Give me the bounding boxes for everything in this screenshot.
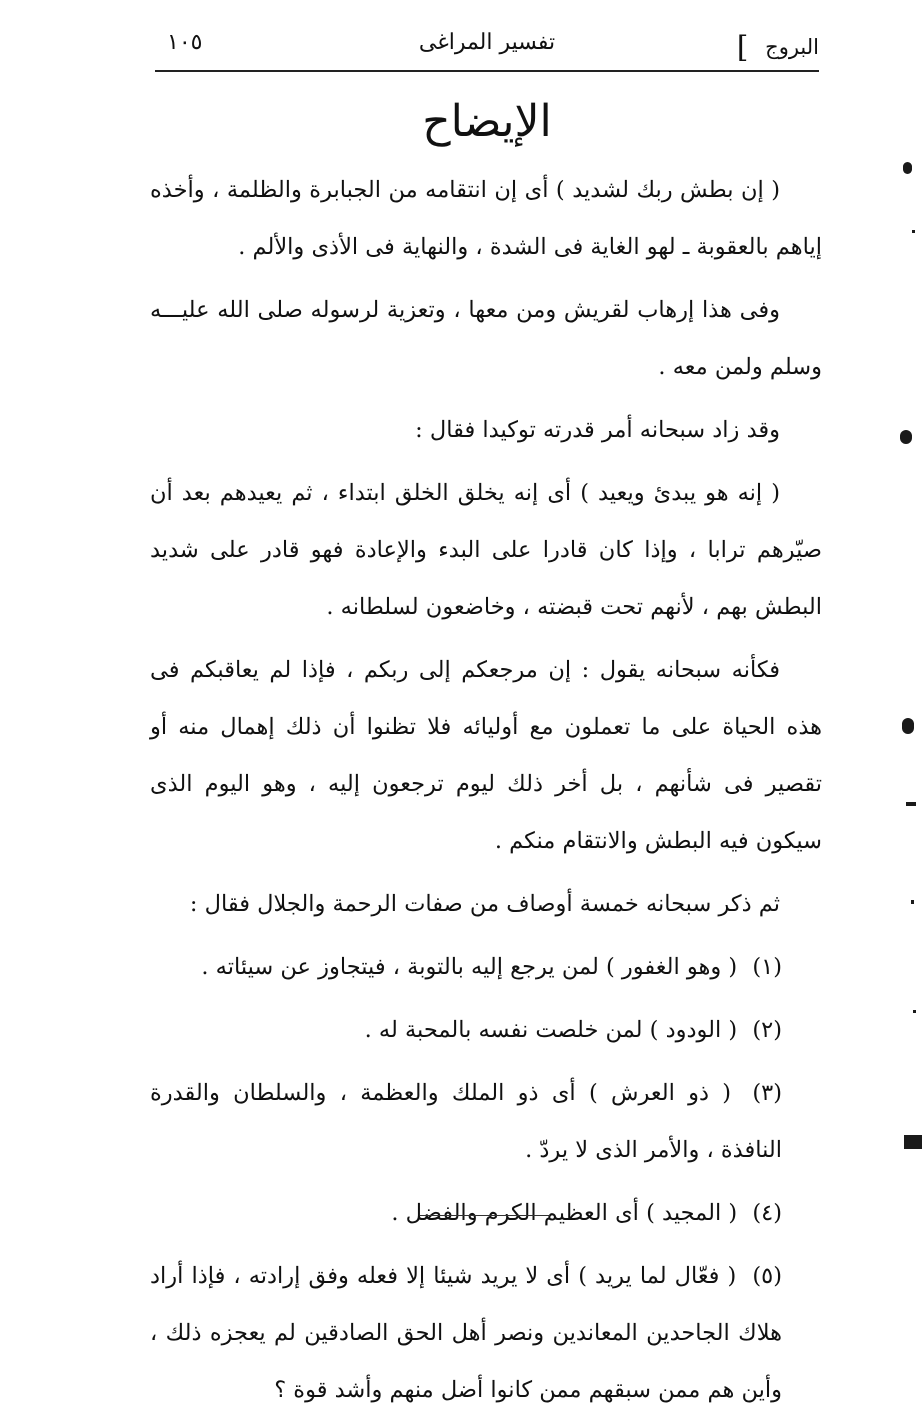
- scan-mark: [903, 162, 912, 174]
- item-number: (١): [752, 954, 782, 980]
- surah-name: [737, 30, 819, 65]
- scan-mark: [911, 900, 914, 904]
- paragraph-2: وفى هذا إرهاب لقريش ومن معها ، وتعزية لرسوله صلى الله عليـــه وسلم ولمن معه .: [150, 297, 822, 380]
- page-number: ١٠٥: [167, 30, 203, 55]
- scan-mark: [904, 1135, 922, 1149]
- attribute-item-4: [150, 1185, 822, 1242]
- end-divider: [420, 1215, 550, 1216]
- item-text: ( الودود ) لمن خلصت نفسه بالمحبة له .: [364, 1017, 738, 1043]
- scan-mark: [902, 718, 914, 734]
- attribute-item-3: [150, 1065, 822, 1179]
- paragraph-5: فكأنه سبحانه يقول : إن مرجعكم إلى ربكم ، فإذا لم يعاقبكم فى هذه الحياة على ما تعملون مع أوليائه فلا تظنوا أن ذلك إهمال منه أو تقصير فى شأنهم ، بل أخر ذلك ليوم ترجعون إليه ، وهو اليوم الذى سيكون فيه البطش والانتقام منكم .: [150, 657, 822, 854]
- scan-mark: [912, 230, 915, 233]
- item-number: (٤): [752, 1200, 782, 1226]
- page-header: [155, 28, 819, 70]
- surah-bracket: ]: [736, 30, 749, 65]
- paragraph-4: ( إنه هو يبدئ ويعيد ) أى إنه يخلق الخلق ابتداء ، ثم يعيدهم بعد أن صيّرهم ترابا ، وإذا كان قادرا على البدء والإعادة فهو قادر على شديد البطش بهم ، لأنهم تحت قبضته ، وخاضعون لسلطانه .: [150, 480, 822, 620]
- attribute-item-2: [150, 1002, 822, 1059]
- scan-mark: [900, 430, 912, 444]
- paragraph-6: ثم ذكر سبحانه خمسة أوصاف من صفات الرحمة والجلال فقال :: [189, 891, 780, 917]
- attribute-item-5: [150, 1248, 822, 1419]
- item-number: (٣): [752, 1080, 782, 1106]
- attribute-item-1: [150, 939, 822, 996]
- item-text: ( وهو الغفور ) لمن يرجع إليه بالتوبة ، فيتجاوز عن سيئاته .: [201, 954, 738, 980]
- section-title: الإيضاح: [422, 96, 552, 147]
- scan-mark: [906, 802, 916, 806]
- item-text: ( المجيد ) أى العظيم الكرم والفضل .: [391, 1200, 738, 1226]
- paragraph-3: وقد زاد سبحانه أمر قدرته توكيدا فقال :: [415, 417, 780, 443]
- book-title: تفسير المراغى: [418, 30, 556, 55]
- page-body: [150, 162, 822, 1425]
- paragraph-1: ( إن بطش ربك لشديد ) أى إن انتقامه من الجبابرة والظلمة ، وأخذه إياهم بالعقوبة ـ لهو الغاية فى الشدة ، والنهاية فى الأذى والألم .: [150, 177, 822, 260]
- item-number: (٥): [752, 1263, 782, 1289]
- header-divider: [155, 70, 819, 72]
- item-number: (٢): [752, 1017, 782, 1043]
- item-text: ( ذو العرش ) أى ذو الملك والعظمة ، والسلطان والقدرة النافذة ، والأمر الذى لا يردّ .: [150, 1080, 782, 1163]
- item-text: ( فعّال لما يريد ) أى لا يريد شيئا إلا فعله وفق إرادته ، فإذا أراد هلاك الجاحدين المعاندين ونصر أهل الحق الصادقين لم يعجزه ذلك ، وأين هم ممن سبقهم ممن كانوا أضل منهم وأشد قوة ؟: [150, 1263, 782, 1403]
- surah-label: البروج: [765, 35, 819, 59]
- scan-mark: [913, 1010, 916, 1013]
